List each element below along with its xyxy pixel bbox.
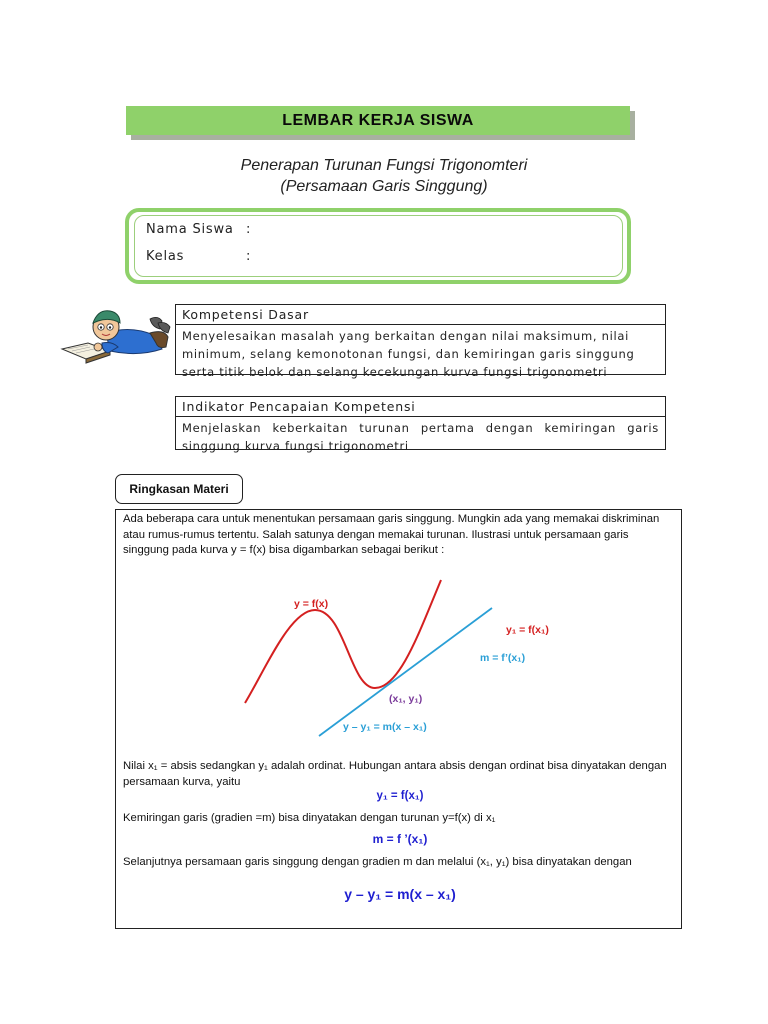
intro-paragraph: Ada beberapa cara untuk menentukan persamaan garis singgung. Mungkin ada yang memakai diskriminan atau rumus-rumus tertentu. Salah satunya dengan memakai turunan. Ilustrasi untuk persamaan garis singgung pada kurva y = f(x) bisa digambarkan sebagai berikut : xyxy=(123,513,660,556)
kompetensi-dasar-heading: Kompetensi Dasar xyxy=(176,305,665,325)
tangent-point-label: (x₁, y₁) xyxy=(389,693,423,705)
class-label: Kelas xyxy=(146,249,185,264)
formula-y1: y₁ = f(x₁) xyxy=(376,790,424,802)
y1-label: y₁ = f(x₁) xyxy=(506,624,549,636)
student-name-colon: : xyxy=(246,222,251,237)
indikator-table xyxy=(175,396,666,453)
kompetensi-dasar-text: Menyelesaikan masalah yang berkaitan dengan nilai maksimum, nilai minimum, selang kemonotonan fungsi, dan kemiringan garis singgung serta titik belok dan selang kecekungan kurva fungsi trigonometri xyxy=(182,329,635,379)
tangent-equation-label: y – y₁ = m(x – x₁) xyxy=(343,721,427,733)
ringkasan-materi-label-text: Ringkasan Materi xyxy=(129,482,229,496)
student-name-label: Nama Siswa xyxy=(146,222,234,237)
page-title: LEMBAR KERJA SISWA xyxy=(282,111,474,129)
curve-label: y = f(x) xyxy=(294,598,329,610)
formula-tangent-line: y – y₁ = m(x – x₁) xyxy=(344,886,456,902)
gradient-paragraph: Kemiringan garis (gradien =m) bisa dinyatakan dengan turunan y=f(x) di x₁ xyxy=(123,812,496,824)
class-colon: : xyxy=(246,249,251,264)
subtitle-line-1: Penerapan Turunan Fungsi Trigonomteri xyxy=(240,157,528,174)
indikator-heading: Indikator Pencapaian Kompetensi xyxy=(176,397,665,417)
title-banner xyxy=(126,106,630,135)
gradient-label: m = f’(x₁) xyxy=(480,652,526,664)
kompetensi-dasar-table xyxy=(175,304,666,379)
reading-student-illustration xyxy=(58,303,172,367)
ringkasan-materi-label xyxy=(115,474,243,504)
curve-y-fx xyxy=(245,580,441,703)
tangent-line xyxy=(319,608,492,736)
absis-ordinat-paragraph: Nilai x₁ = absis sedangkan y₁ adalah ordinat. Hubungan antara absis dengan ordinat bisa dinyatakan dengan persamaan kurva, yaitu xyxy=(123,760,667,788)
indikator-text: Menjelaskan keberkaitan turunan pertama dengan kemiringan garis singgung kurva fungsi trigonometri xyxy=(182,421,659,453)
formula-m: m = f ’(x₁) xyxy=(372,832,428,846)
tangent-equation-paragraph: Selanjutnya persamaan garis singgung dengan gradien m dan melalui (x₁, y₁) bisa dinyatakan dengan xyxy=(123,856,632,868)
subtitle-line-2: (Persamaan Garis Singgung) xyxy=(280,178,488,195)
